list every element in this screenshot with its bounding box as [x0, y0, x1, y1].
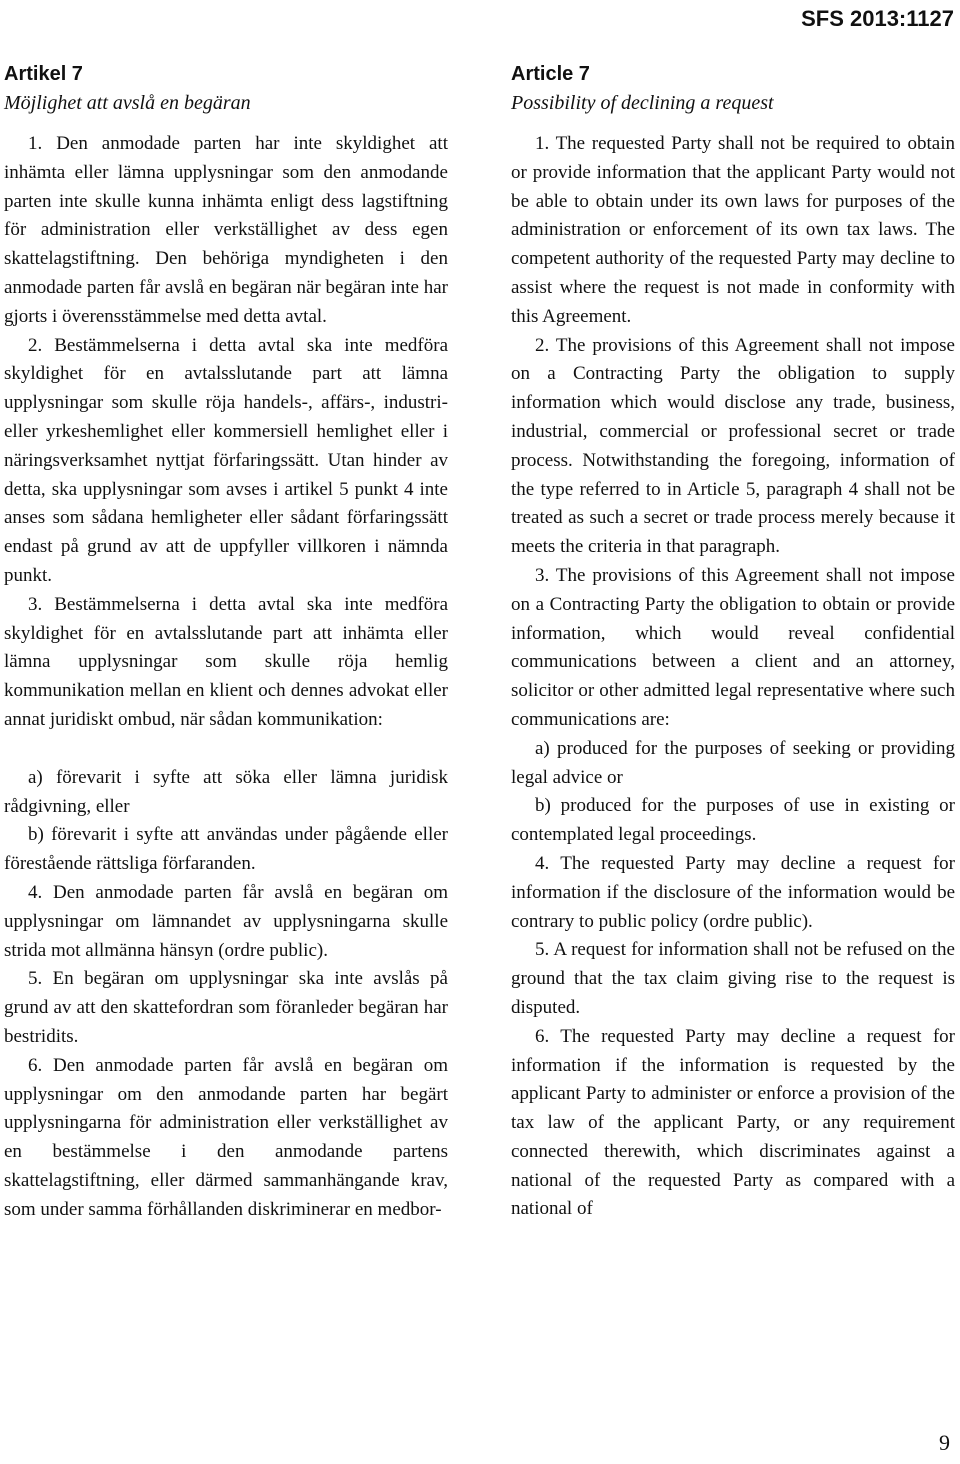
- document-id: SFS 2013:1127: [801, 6, 954, 31]
- paragraph-1-sv: 1. Den anmodade parten har inte skyldighet att inhämta eller lämna upplysningar som den anmodande parten inte skulle kunna inhämta enligt dess lagstiftning för administration eller verkställighet av dess egen skattelagstiftning. Den behöriga myndigheten i den anmodade parten får avslå en begäran när begäran inte har gjorts i överensstämmelse med detta avtal.: [4, 133, 448, 327]
- swedish-column: [4, 60, 448, 1224]
- paragraph-6-en: 6. The requested Party may decline a request for information if the information is requested by the applicant Party to administer or enforce a provision of the tax law of the applicant Party, or any requirement connected therewith, which discriminates against a national of the requested Party as compared with a national of: [511, 1025, 955, 1220]
- page-number: 9: [939, 1430, 950, 1455]
- paragraph-4-sv: 4. Den anmodade parten får avslå en begäran om upplysningar om lämnandet av upplysningarna skulle strida mot allmänna hänsyn (ordre public).: [4, 881, 448, 961]
- article-heading-sv: Artikel 7: [4, 63, 83, 85]
- paragraph-1-en: 1. The requested Party shall not be required to obtain or provide information that the applicant Party would not be able to obtain under its own laws for purposes of the administration or enforcement of its own tax laws. The competent authority of the requested Party may decline to assist where the request is not made in conformity with this Agreement.: [511, 133, 955, 327]
- item-a-sv: a) förevarit i syfte att söka eller lämna juridisk rådgivning, eller: [4, 766, 448, 817]
- item-b-en: b) produced for the purposes of use in existing or contemplated legal proceedings.: [511, 795, 955, 846]
- paragraph-4-en: 4. The requested Party may decline a request for information if the disclosure of the information would be contrary to public policy (ordre public).: [511, 852, 955, 932]
- article-subheading-en: Possibility of declining a request: [511, 92, 774, 114]
- article-subheading-sv: Möjlighet att avslå en begäran: [4, 92, 251, 114]
- item-b-sv: b) förevarit i syfte att användas under pågående eller förestående rättsliga förfaranden.: [4, 824, 448, 875]
- paragraph-2-en: 2. The provisions of this Agreement shall not impose on a Contracting Party the obligation to supply information which would disclose any trade, business, industrial, commercial or professional secret or trade process. Notwithstanding the foregoing, information of the type referred to in Article 5, paragraph 4 shall not be treated as such a secret or trade process merely because it meets the criteria in that paragraph.: [511, 334, 955, 558]
- paragraph-2-sv: 2. Bestämmelserna i detta avtal ska inte medföra skyldighet för en avtalsslutande part att lämna upplysningar som skulle röja handels-, affärs-, industri- eller yrkeshemlighet eller kommersiell hemlighet eller i näringsverksamhet nyttjat förfaringssätt. Utan hinder av detta, ska upplysningar som avses i artikel 5 punkt 4 inte anses som sådana hemligheter eller sådant förfaringssätt endast på grund av att de uppfyller villkoren i nämnda punkt.: [4, 334, 448, 586]
- paragraph-3-en: 3. The provisions of this Agreement shall not impose on a Contracting Party the obligation to obtain or provide information, which would reveal confidential communications between a client and an attorney, solicitor or other admitted legal representative where such communications are:: [511, 564, 955, 730]
- paragraph-3-sv: 3. Bestämmelserna i detta avtal ska inte medföra skyldighet för en avtalsslutande part att inhämta eller lämna upplysningar som skulle röja hemlig kommunikation mellan en klient och dennes advokat eller annat juridiskt ombud, när sådan kommunikation:: [4, 593, 448, 730]
- article-heading-en: Article 7: [511, 63, 590, 85]
- paragraph-6-sv: 6. Den anmodade parten får avslå en begäran om upplysningar om den anmodande parten har begärt upplysningarna för administration eller verkställighet av en bestämmelse i den anmodande partens skattelagstiftning, eller därmed sammanhängande krav, som under samma förhållanden diskriminerar en medbor-: [4, 1054, 448, 1220]
- english-column: [511, 60, 955, 1224]
- paragraph-5-en: 5. A request for information shall not be refused on the ground that the tax claim giving rise to the request is disputed.: [511, 939, 955, 1018]
- item-a-en: a) produced for the purposes of seeking or providing legal advice or: [511, 737, 955, 788]
- paragraph-5-sv: 5. En begäran om upplysningar ska inte avslås på grund av att den skattefordran som föranleder begäran har bestridits.: [4, 968, 448, 1047]
